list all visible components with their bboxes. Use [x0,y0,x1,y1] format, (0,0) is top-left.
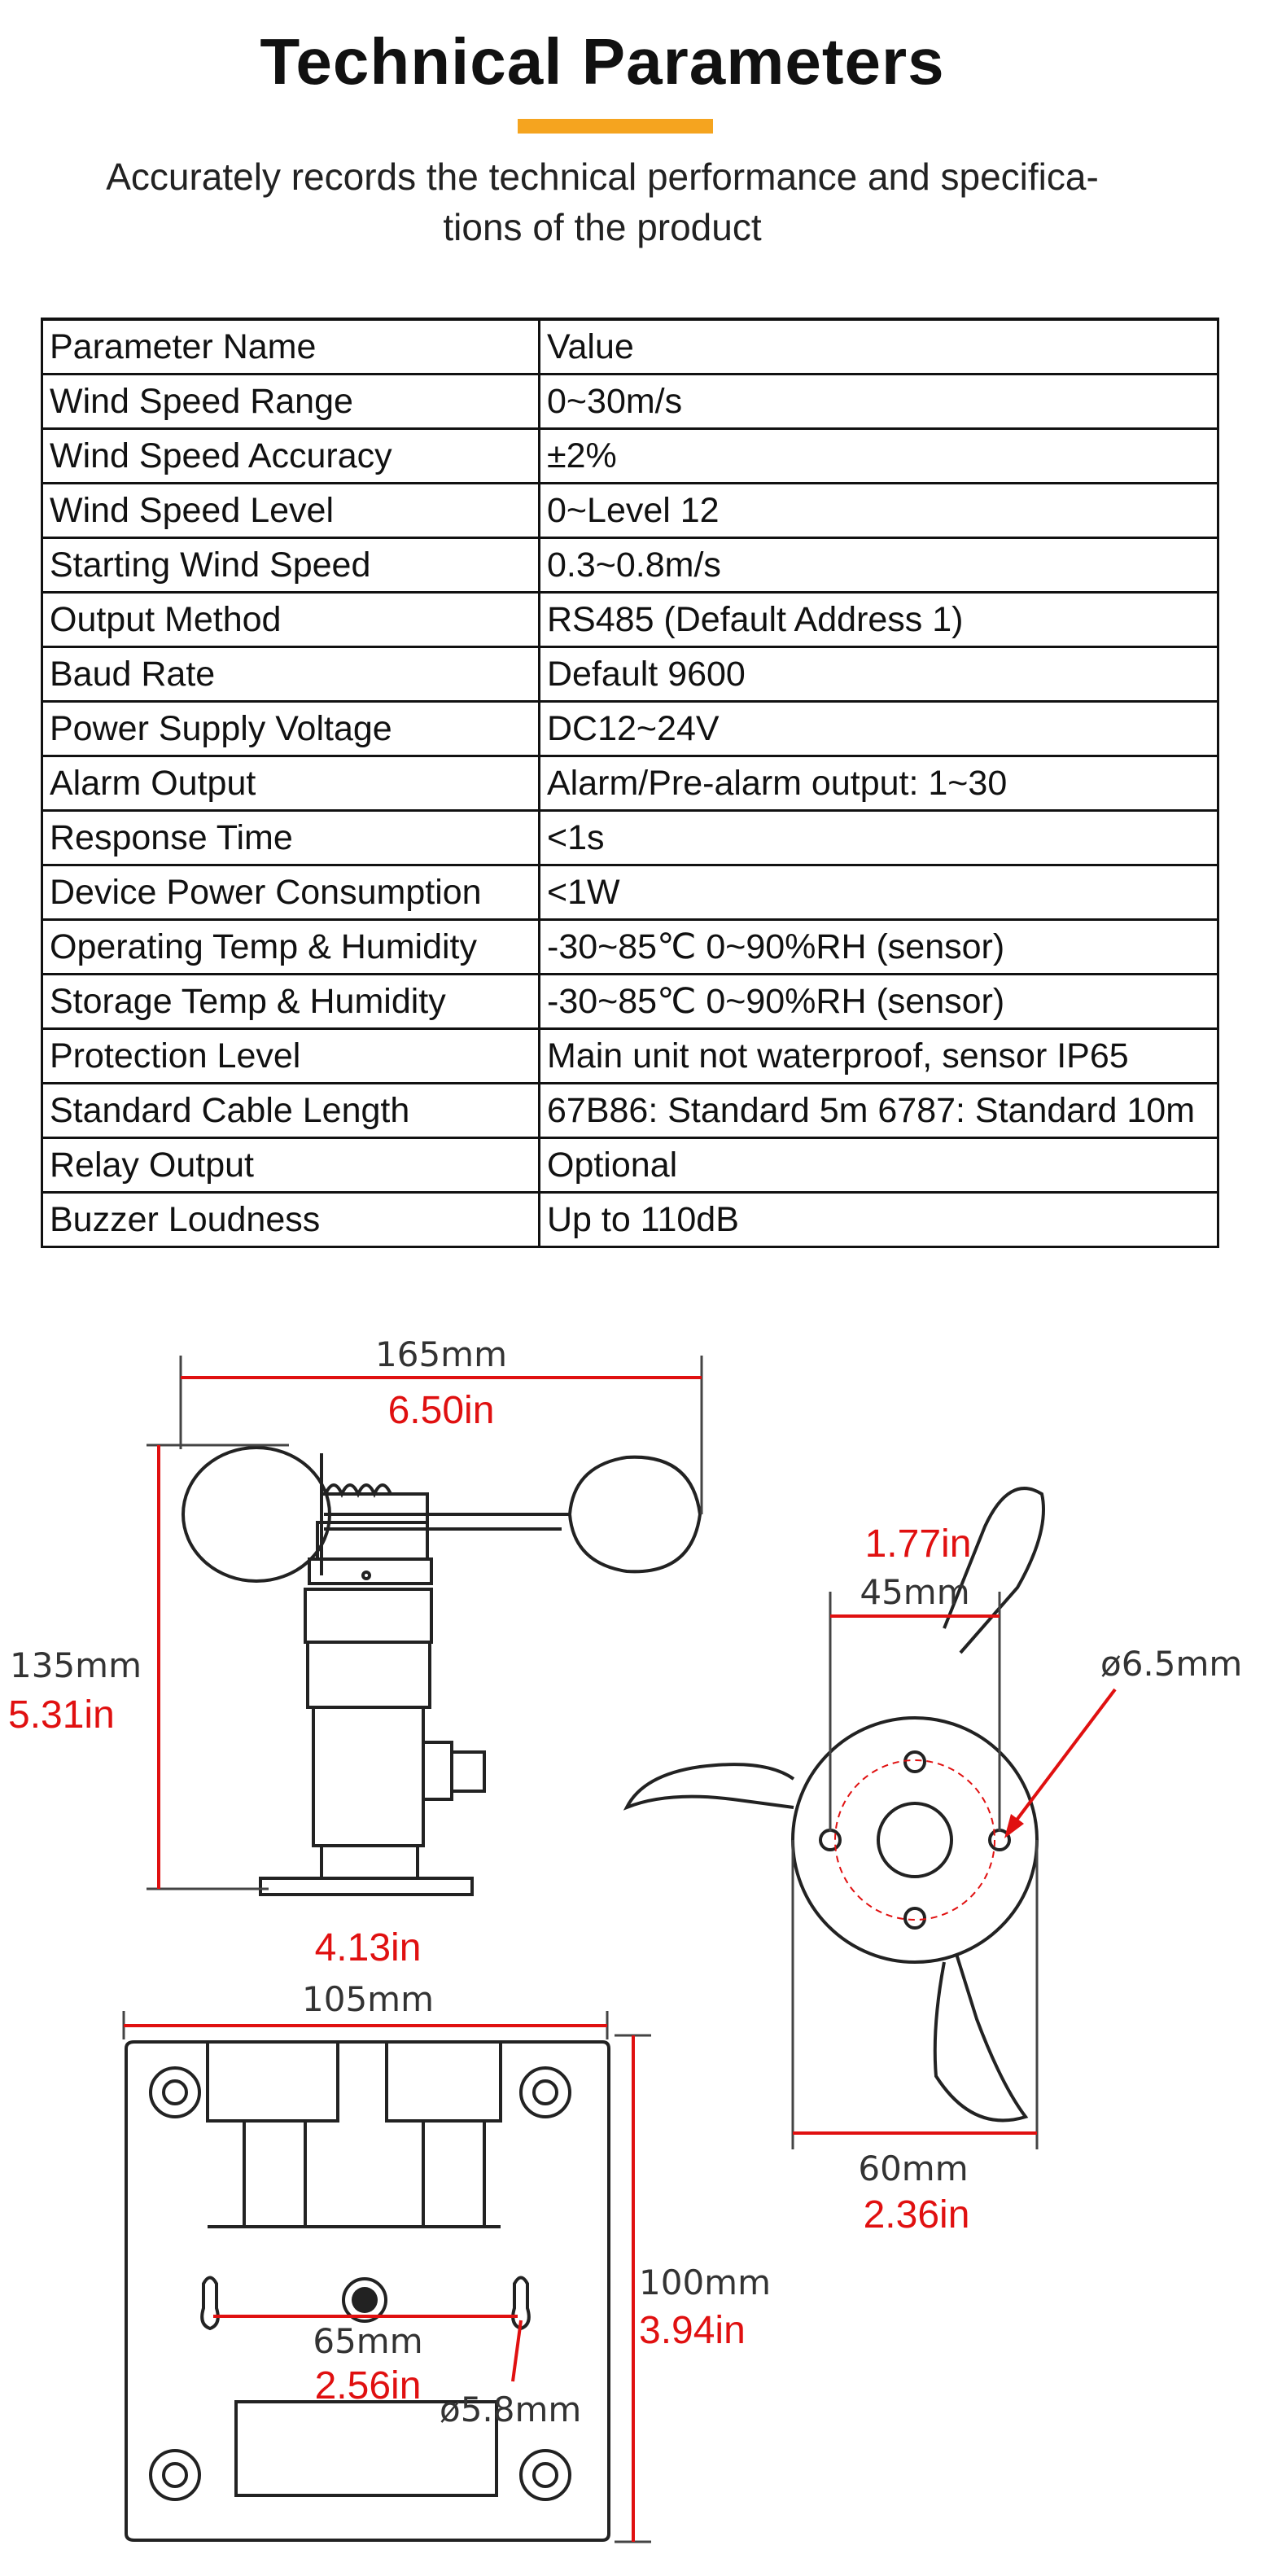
hole-diameter-label: ø6.5mm [1100,1644,1243,1684]
base-neck [322,1846,418,1878]
slot-diameter-label: ø5.8mm [440,2390,582,2429]
table-row [42,1193,1218,1247]
base-plate [260,1878,472,1895]
table-row [42,647,1218,702]
body-upper [305,1589,431,1642]
parameter-name-cell: Wind Speed Level [42,484,540,538]
parameter-value-cell: 0~Level 12 [540,484,1218,538]
flange-mm-label: 60mm [858,2149,969,2188]
corner-hole-bl-inner [164,2464,186,2486]
parameter-value-cell: <1s [540,811,1218,865]
parameter-value-cell: -30~85℃ 0~90%RH (sensor) [540,920,1218,975]
corner-hole-tr-inner [534,2081,557,2104]
parameter-value-cell: 67B86: Standard 5m 6787: Standard 10m [540,1084,1218,1138]
flange-top-view [627,1488,1043,2120]
height-dimension [147,1445,289,1889]
cable-gland [423,1742,452,1799]
flange-in-label: 2.36in [863,2193,970,2236]
table-row [42,1138,1218,1193]
table-row [42,484,1218,538]
corner-hole-bl-outer [151,2451,199,2499]
cup-top-bottom [935,1954,1026,2120]
plate-height-in-label: 3.94in [639,2309,746,2352]
parameter-name-cell: Power Supply Voltage [42,702,540,756]
center-mount-inner [352,2287,378,2313]
height-in-label: 5.31in [8,1693,115,1737]
parameter-name-cell: Output Method [42,593,540,647]
parameter-value-cell: 0.3~0.8m/s [540,538,1218,593]
table-row [42,538,1218,593]
table-row [42,702,1218,756]
parameter-name-cell: Starting Wind Speed [42,538,540,593]
corner-hole-br-outer [521,2451,570,2499]
table-row [42,1084,1218,1138]
slot-window-left [244,2121,305,2227]
anemometer-side-view [183,1448,700,1895]
parameter-value-cell: Default 9600 [540,647,1218,702]
parameter-value-cell: DC12~24V [540,702,1218,756]
parameter-value-cell: <1W [540,865,1218,920]
parameter-value-cell: RS485 (Default Address 1) [540,593,1218,647]
subtitle-line-1: Accurately records the technical performance and specifica- [106,156,1099,198]
width-dimension [181,1356,702,1514]
flange-center-hole [878,1803,951,1877]
keyhole-left [202,2278,218,2329]
header-cell-value: Value [540,319,1218,375]
table-header-row [42,319,1218,375]
mount-hole-bottom [905,1908,925,1928]
hole-spacing-in-label: 1.77in [864,1522,972,1566]
parameter-value-cell: Main unit not waterproof, sensor IP65 [540,1029,1218,1084]
height-mm-label: 135mm [10,1645,142,1685]
table-row [42,920,1218,975]
parameter-name-cell: Standard Cable Length [42,1084,540,1138]
dimension-drawing [0,1270,1273,2573]
parameter-name-cell: Alarm Output [42,756,540,811]
plate-height-mm-label: 100mm [639,2263,771,2302]
table-row [42,375,1218,429]
parameter-value-cell: -30~85℃ 0~90%RH (sensor) [540,975,1218,1029]
table-row [42,811,1218,865]
cable-stub [452,1752,484,1791]
cup-arm [324,1457,700,1572]
hub-dot [363,1572,370,1579]
parameter-name-cell: Protection Level [42,1029,540,1084]
mount-hole-left [820,1830,840,1850]
hub-top [322,1494,427,1522]
hole-spacing-mm-label: 45mm [860,1572,970,1612]
body-mid [308,1642,430,1707]
table-row [42,593,1218,647]
parameter-value-cell: Alarm/Pre-alarm output: 1~30 [540,756,1218,811]
parameter-name-cell: Relay Output [42,1138,540,1193]
parameter-name-cell: Wind Speed Range [42,375,540,429]
slot-spacing-mm-label: 65mm [313,2321,423,2361]
table-row [42,975,1218,1029]
parameter-name-cell: Buzzer Loudness [42,1193,540,1247]
subtitle [81,151,1123,252]
width-mm-label: 165mm [375,1334,507,1374]
body-tube [313,1707,423,1846]
slot-window-right [423,2121,484,2227]
mount-hole-top [905,1752,925,1772]
parameter-name-cell: Operating Temp & Humidity [42,920,540,975]
parameter-name-cell: Response Time [42,811,540,865]
parameter-value-cell: 0~30m/s [540,375,1218,429]
parameter-value-cell: ±2% [540,429,1218,484]
subtitle-line-2: tions of the product [443,206,762,248]
corner-hole-br-inner [534,2464,557,2486]
hub-ring [309,1559,431,1584]
slot-spacing-in-label: 2.56in [314,2364,422,2407]
table-row [42,865,1218,920]
table-row [42,756,1218,811]
parameter-name-cell: Baud Rate [42,647,540,702]
width-in-label: 6.50in [387,1389,495,1432]
parameter-name-cell: Wind Speed Accuracy [42,429,540,484]
table-row [42,429,1218,484]
parameter-value-cell: Up to 110dB [540,1193,1218,1247]
plate-width-in-label: 4.13in [314,1926,422,1969]
parameter-name-cell: Storage Temp & Humidity [42,975,540,1029]
table-row [42,1029,1218,1084]
parameters-table [41,318,1219,1248]
header-cell-parameter: Parameter Name [42,319,540,375]
page-title: Technical Parameters [260,25,945,98]
parameter-value-cell: Optional [540,1138,1218,1193]
cup-top-left [627,1764,794,1807]
plate-slot [208,2042,501,2121]
corner-hole-tl-inner [164,2081,186,2104]
corner-hole-tl-outer [151,2068,199,2117]
parameter-name-cell: Device Power Consumption [42,865,540,920]
corner-hole-tr-outer [521,2068,570,2117]
plate-width-mm-label: 105mm [302,1979,434,2019]
accent-bar [518,119,713,134]
cup-top-right [944,1488,1043,1653]
